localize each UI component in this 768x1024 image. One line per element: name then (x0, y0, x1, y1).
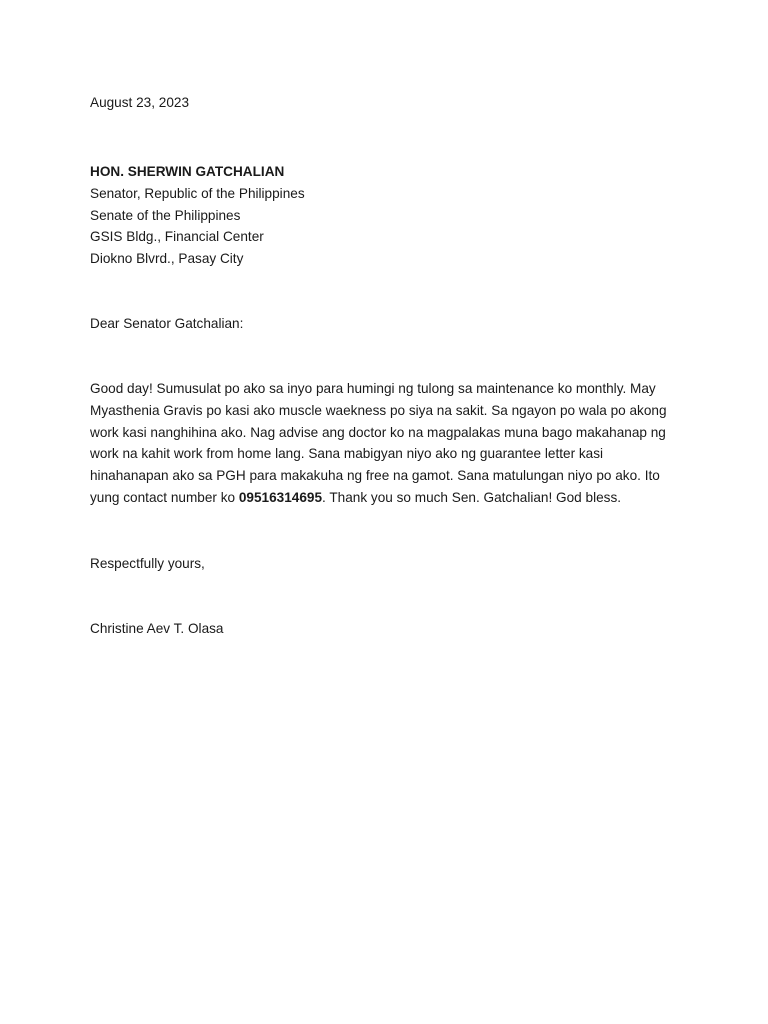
sender-name: Christine Aev T. Olasa (90, 621, 224, 636)
recipient-office: Senate of the Philippines (90, 207, 241, 223)
salutation-block (90, 313, 680, 335)
complimentary-closing: Respectfully yours, (90, 556, 205, 571)
letter-date-block (90, 92, 680, 114)
letter-body (90, 378, 680, 509)
letter-date: August 23, 2023 (90, 95, 190, 110)
body-line: work kasi nanghihina ako. Nag advise ang doctor ko na magpalakas muna bago makahanap ng (90, 424, 666, 440)
recipient-name: HON. SHERWIN GATCHALIAN (90, 164, 285, 179)
recipient-building: GSIS Bldg., Financial Center (90, 229, 264, 245)
recipient-address-block (90, 161, 680, 270)
contact-number: 09516314695 (238, 489, 323, 505)
signature-block (90, 618, 680, 640)
body-text-after-number: . Thank you so much Sen. Gatchalian! God bless. (322, 489, 622, 505)
body-last-line (90, 487, 680, 509)
closing-block (90, 553, 680, 575)
salutation: Dear Senator Gatchalian: (90, 316, 244, 331)
body-line: Myasthenia Gravis po kasi ako muscle waekness po siya na sakit. Sa ngayon po wala po akong (90, 402, 667, 418)
body-text-before-number: yung contact number ko (90, 489, 239, 505)
body-line: hinahanapan ako sa PGH para makakuha ng free na gamot. Sana matulungan niyo po ako. Ito (90, 468, 660, 484)
body-line: Good day! Sumusulat po ako sa inyo para humingi ng tulong sa maintenance ko monthly. May (90, 381, 656, 396)
recipient-address: Diokno Blvrd., Pasay City (90, 251, 244, 267)
recipient-title: Senator, Republic of the Philippines (90, 185, 305, 201)
body-line: work na kahit work from home lang. Sana mabigyan niyo ako ng guarantee letter kasi (90, 446, 604, 462)
